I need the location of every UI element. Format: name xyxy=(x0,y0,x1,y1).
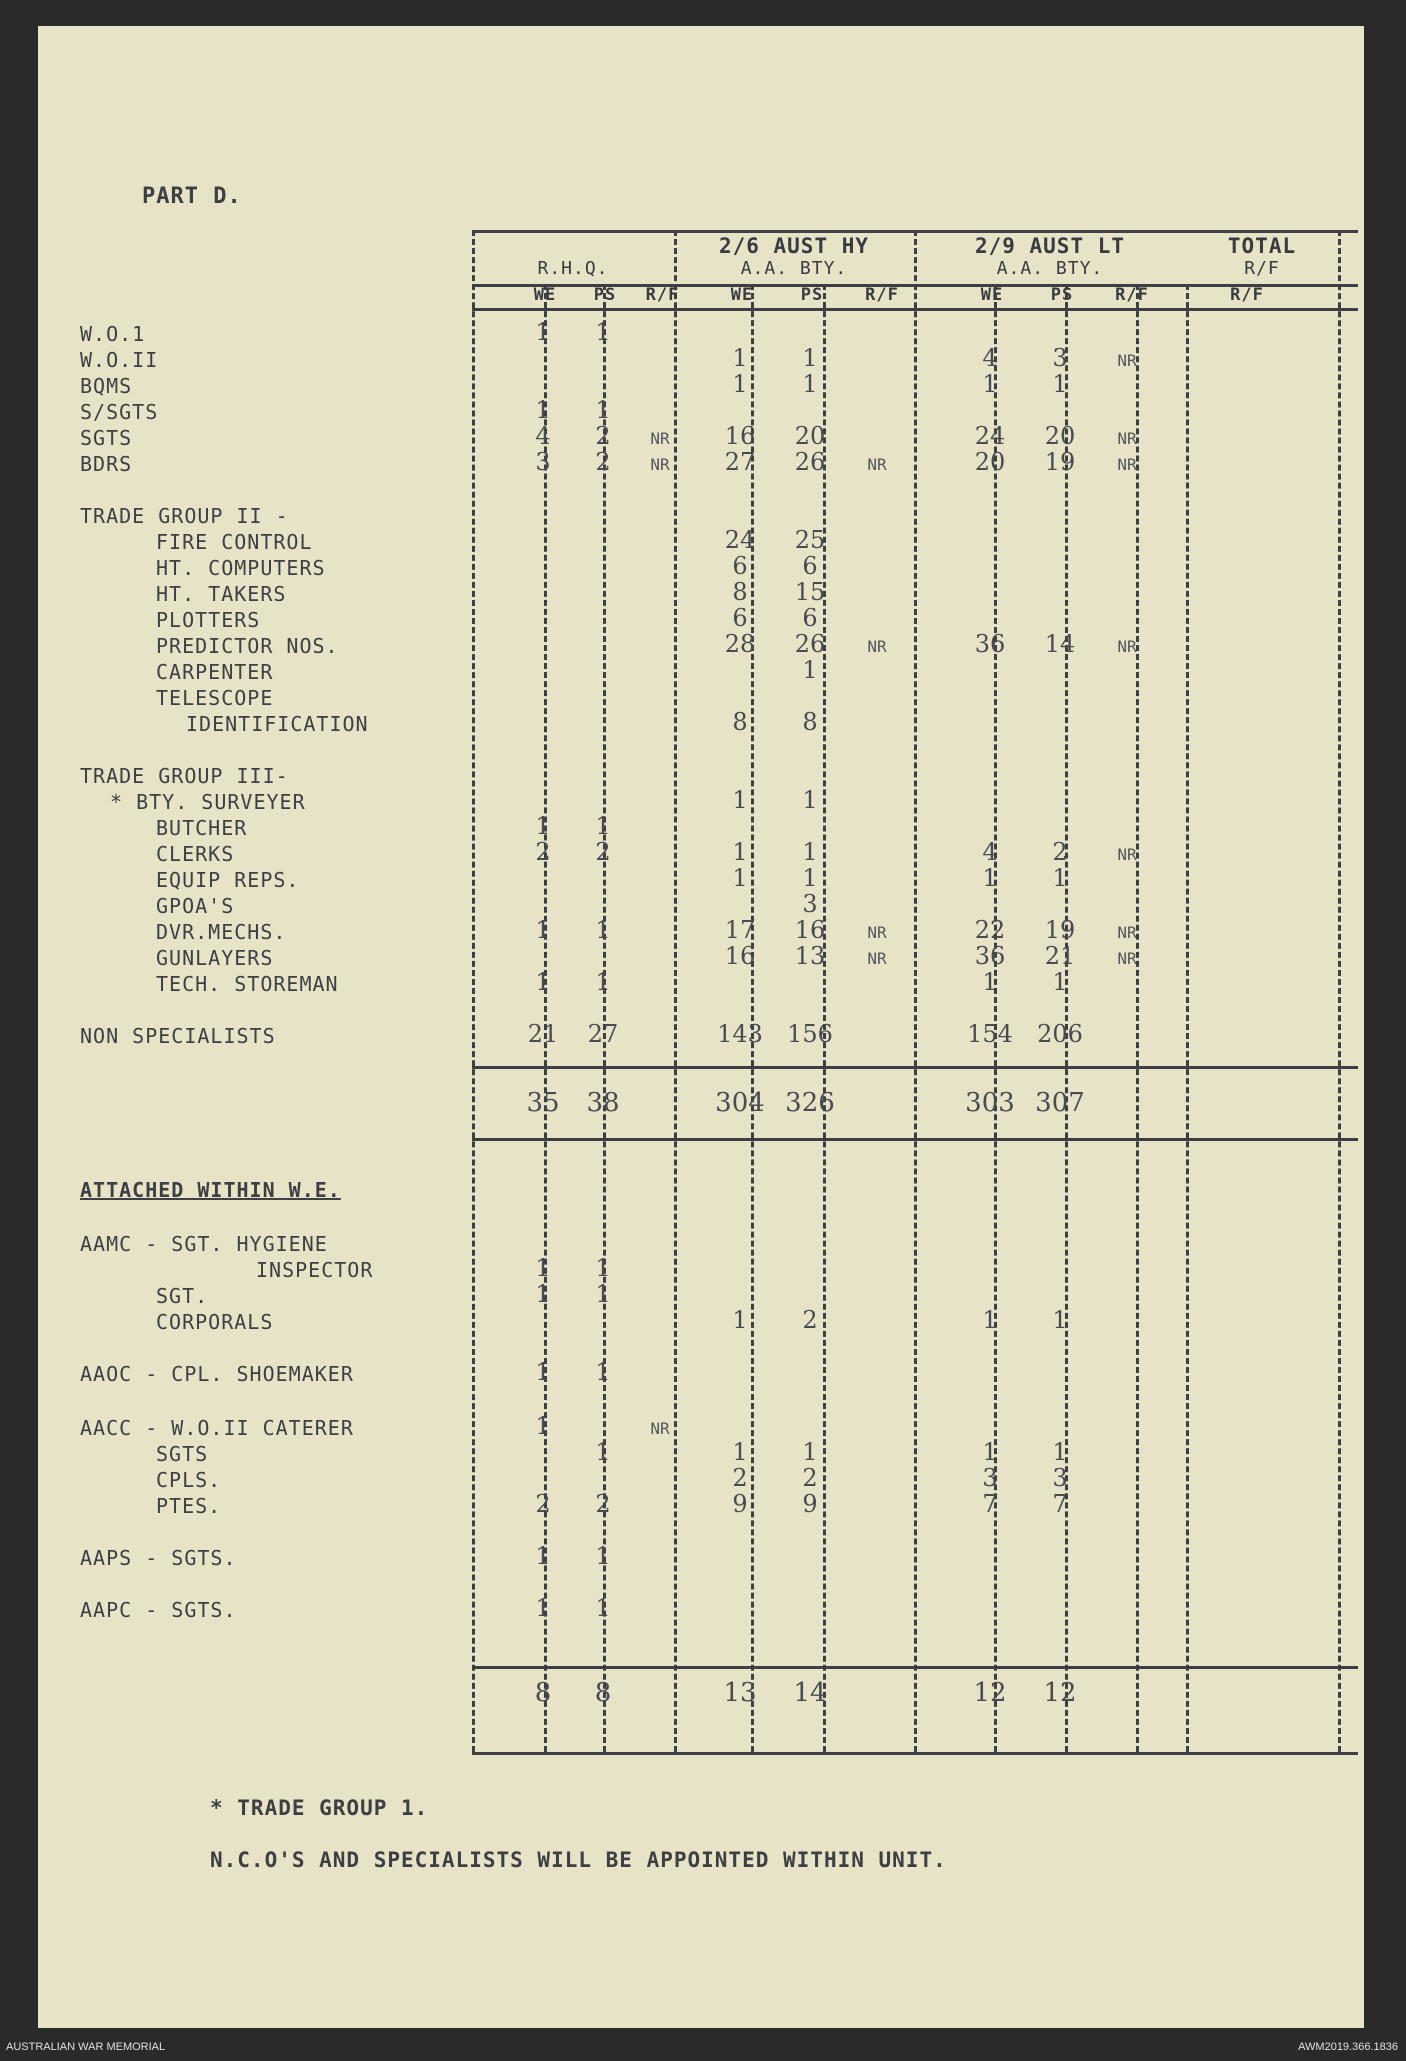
table-row-cell: 22 xyxy=(974,916,1006,944)
grid-vline xyxy=(994,284,997,1752)
column-header: PS xyxy=(800,285,824,305)
attached-row-label: AACC - W.O.II CATERER xyxy=(80,1416,354,1440)
table-row-cell-nr: NR xyxy=(1117,949,1137,968)
table-row-cell: 13 xyxy=(794,942,826,970)
unit-name: R.H.Q. xyxy=(537,258,609,279)
table-row-cell: 4 xyxy=(535,422,551,450)
subtotal2-cell: 12 xyxy=(973,1678,1007,1708)
table-row-cell: 206 xyxy=(1037,1020,1083,1048)
table-row-cell: 1 xyxy=(535,916,551,944)
attached-row-cell: 1 xyxy=(595,1358,611,1386)
table-row-cell: 21 xyxy=(1044,942,1076,970)
table-row-label: NON SPECIALISTS xyxy=(80,1024,276,1048)
table-row-label: W.O.II xyxy=(80,348,159,372)
table-row-label: IDENTIFICATION xyxy=(186,712,369,736)
attached-row-cell: 1 xyxy=(595,1542,611,1570)
attached-row-cell: 1 xyxy=(535,1412,551,1440)
table-row-cell-nr: NR xyxy=(1117,923,1137,942)
table-row-cell: 26 xyxy=(794,630,826,658)
table-row-cell: 6 xyxy=(802,552,818,580)
grid-vline xyxy=(544,284,547,1752)
grid-vline xyxy=(1186,284,1189,1752)
subtotal-cell: 304 xyxy=(715,1088,765,1118)
table-row-label: CLERKS xyxy=(156,842,235,866)
table-row-cell: 1 xyxy=(802,370,818,398)
unit-subname: A.A. BTY. xyxy=(740,258,848,279)
table-row-cell: 2 xyxy=(1052,838,1068,866)
subtotal-cell: 303 xyxy=(965,1088,1015,1118)
attached-row-label: AAMC - SGT. HYGIENE xyxy=(80,1232,328,1256)
table-row-cell: 1 xyxy=(982,864,998,892)
subtotal2-cell: 8 xyxy=(534,1678,552,1708)
table-row-cell: 20 xyxy=(974,448,1006,476)
table-row-cell: 36 xyxy=(974,942,1006,970)
table-row-cell: 1 xyxy=(732,838,748,866)
attached-title: ATTACHED WITHIN W.E. xyxy=(80,1178,341,1202)
table-row-label: PLOTTERS xyxy=(156,608,261,632)
part-title: PART D. xyxy=(142,184,242,209)
attached-row-cell: 1 xyxy=(732,1306,748,1334)
table-row-cell: 6 xyxy=(732,552,748,580)
grid-vline xyxy=(1136,284,1139,1752)
column-header: WE xyxy=(533,285,557,305)
table-row-cell: 1 xyxy=(595,916,611,944)
table-row-cell: 1 xyxy=(982,968,998,996)
column-header: R/F xyxy=(645,285,680,305)
attached-row-cell: 1 xyxy=(982,1438,998,1466)
table-row-label: EQUIP REPS. xyxy=(156,868,300,892)
table-row-label: DVR.MECHS. xyxy=(156,920,287,944)
unit-subname: A.A. BTY. xyxy=(996,258,1104,279)
table-row-cell: 1 xyxy=(595,968,611,996)
unit-name: 2/6 AUST HY xyxy=(718,234,870,258)
table-row-cell: 1 xyxy=(982,370,998,398)
table-row-cell: 3 xyxy=(535,448,551,476)
attached-row-cell: 2 xyxy=(595,1490,611,1518)
table-row-cell: 6 xyxy=(732,604,748,632)
table-row-cell: 1 xyxy=(1052,370,1068,398)
table-row-cell-nr: NR xyxy=(1117,637,1137,656)
note-trade-group: * TRADE GROUP 1. xyxy=(210,1796,429,1820)
attached-row-cell: 2 xyxy=(732,1464,748,1492)
table-row-cell: 24 xyxy=(974,422,1006,450)
table-row-cell: 17 xyxy=(724,916,756,944)
table-row-label: SGTS xyxy=(80,426,133,450)
table-row-cell: 3 xyxy=(802,890,818,918)
unit-name: TOTAL xyxy=(1227,234,1297,258)
table-row-label: CARPENTER xyxy=(156,660,274,684)
table-row-cell: 27 xyxy=(587,1020,619,1048)
table-row-cell-nr: NR xyxy=(1117,455,1137,474)
table-row-label: BUTCHER xyxy=(156,816,248,840)
attached-row-cell: 1 xyxy=(595,1594,611,1622)
table-row-cell: 1 xyxy=(535,396,551,424)
table-row-cell: 1 xyxy=(595,812,611,840)
table-row-label: HT. COMPUTERS xyxy=(156,556,326,580)
table-row-cell: 15 xyxy=(794,578,826,606)
table-row-cell-nr: NR xyxy=(867,923,887,942)
table-row-cell: 26 xyxy=(794,448,826,476)
column-header: R/F xyxy=(865,285,899,305)
attached-row-cell: 2 xyxy=(802,1464,818,1492)
grid-vline xyxy=(751,284,754,1752)
attached-row-cell: 1 xyxy=(732,1438,748,1466)
table-row-cell: 4 xyxy=(982,344,998,372)
note-nco: N.C.O'S AND SPECIALISTS WILL BE APPOINTED WITHIN UNIT. xyxy=(210,1848,947,1872)
attached-row-label: SGTS xyxy=(156,1442,209,1466)
attached-row-cell: 1 xyxy=(535,1542,551,1570)
table-row-label: * BTY. SURVEYER xyxy=(110,790,306,814)
attached-row-cell: 1 xyxy=(595,1254,611,1282)
subtotal-cell: 35 xyxy=(526,1088,560,1118)
table-row-cell: 16 xyxy=(724,422,756,450)
table-row-cell: 25 xyxy=(794,526,826,554)
table-row-cell-nr: NR xyxy=(867,637,887,656)
subtotal2-cell: 8 xyxy=(594,1678,612,1708)
table-row-label: PREDICTOR NOS. xyxy=(156,634,339,658)
table-row-cell: 24 xyxy=(724,526,756,554)
attached-row-label: AAPC - SGTS. xyxy=(80,1598,237,1622)
grid-vline xyxy=(914,230,917,1752)
table-row-label: TECH. STOREMAN xyxy=(156,972,339,996)
table-row-label: FIRE CONTROL xyxy=(156,530,313,554)
table-row-cell: 154 xyxy=(967,1020,1013,1048)
document-page xyxy=(38,26,1364,2028)
attached-row-cell: 9 xyxy=(802,1490,818,1518)
grid-vline xyxy=(823,284,826,1752)
table-row-cell: 28 xyxy=(724,630,756,658)
table-row-cell: 6 xyxy=(802,604,818,632)
table-row-label: GUNLAYERS xyxy=(156,946,274,970)
table-row-label: TELESCOPE xyxy=(156,686,274,710)
table-row-cell: 36 xyxy=(974,630,1006,658)
footer-right: AWM2019.366.1836 xyxy=(1298,2041,1398,2053)
attached-row-cell: 7 xyxy=(982,1490,998,1518)
grid-vline xyxy=(603,284,606,1752)
table-row-cell: 20 xyxy=(794,422,826,450)
grid-hline xyxy=(472,1752,1358,1755)
table-row-label: BQMS xyxy=(80,374,133,398)
attached-row-cell: 2 xyxy=(535,1490,551,1518)
attached-row-cell: 9 xyxy=(732,1490,748,1518)
table-row-cell: 1 xyxy=(535,318,551,346)
unit-subname: R/F xyxy=(1244,258,1280,279)
subtotal-cell: 38 xyxy=(586,1088,620,1118)
table-row-cell: 2 xyxy=(595,838,611,866)
table-row-cell: 1 xyxy=(802,344,818,372)
subtotal-cell: 307 xyxy=(1035,1088,1085,1118)
table-row-label: W.O.1 xyxy=(80,322,146,346)
table-row-cell: 19 xyxy=(1044,448,1076,476)
attached-row-cell: 1 xyxy=(535,1594,551,1622)
attached-row-cell: 1 xyxy=(802,1438,818,1466)
table-row-cell: 1 xyxy=(732,370,748,398)
table-row-cell: 8 xyxy=(732,708,748,736)
table-row-cell: 143 xyxy=(717,1020,763,1048)
table-row-cell-nr: NR xyxy=(650,429,670,448)
attached-row-label: SGT. xyxy=(156,1284,209,1308)
attached-row-cell: 7 xyxy=(1052,1490,1068,1518)
table-row-cell: 20 xyxy=(1044,422,1076,450)
column-header: WE xyxy=(980,285,1004,305)
attached-row-label: AAOC - CPL. SHOEMAKER xyxy=(80,1362,354,1386)
attached-row-label: INSPECTOR xyxy=(256,1258,374,1282)
attached-row-label: AAPS - SGTS. xyxy=(80,1546,237,1570)
attached-row-cell: 2 xyxy=(802,1306,818,1334)
table-row-cell: 2 xyxy=(535,838,551,866)
attached-row-label: CORPORALS xyxy=(156,1310,274,1334)
attached-row-cell: 1 xyxy=(595,1280,611,1308)
footer-left: AUSTRALIAN WAR MEMORIAL xyxy=(6,2041,166,2053)
column-header: WE xyxy=(730,285,754,305)
table-row-cell: 19 xyxy=(1044,916,1076,944)
attached-row-cell: 1 xyxy=(595,1438,611,1466)
table-row-cell-nr: NR xyxy=(1117,351,1137,370)
table-row-label: BDRS xyxy=(80,452,133,476)
table-row-cell: 156 xyxy=(787,1020,833,1048)
subtotal2-cell: 14 xyxy=(793,1678,827,1708)
attached-row-cell: 1 xyxy=(535,1254,551,1282)
table-row-cell: 27 xyxy=(724,448,756,476)
table-row-cell-nr: NR xyxy=(1117,429,1137,448)
table-row-cell: 8 xyxy=(732,578,748,606)
subtotal2-cell: 12 xyxy=(1043,1678,1077,1708)
column-header: R/F xyxy=(1230,285,1264,305)
table-row-cell: 2 xyxy=(595,448,611,476)
table-row-cell: 1 xyxy=(732,344,748,372)
table-row-cell: 1 xyxy=(802,656,818,684)
table-row-cell: 21 xyxy=(527,1020,559,1048)
attached-row-label: PTES. xyxy=(156,1494,222,1518)
table-row-cell: 1 xyxy=(1052,864,1068,892)
attached-row-cell: 1 xyxy=(982,1306,998,1334)
attached-row-cell: 3 xyxy=(982,1464,998,1492)
table-row-cell: 4 xyxy=(982,838,998,866)
column-header: R/F xyxy=(1115,285,1149,305)
table-row-cell-nr: NR xyxy=(867,455,887,474)
table-row-cell: 16 xyxy=(724,942,756,970)
table-row-cell: 1 xyxy=(802,864,818,892)
table-row-cell: 16 xyxy=(794,916,826,944)
subtotal-cell: 326 xyxy=(785,1088,835,1118)
table-row-cell: 1 xyxy=(535,968,551,996)
table-row-label: TRADE GROUP III- xyxy=(80,764,289,788)
table-row-cell: 1 xyxy=(1052,968,1068,996)
table-row-cell: 1 xyxy=(802,786,818,814)
table-row-label: GPOA'S xyxy=(156,894,235,918)
table-row-label: HT. TAKERS xyxy=(156,582,287,606)
grid-vline xyxy=(1065,284,1068,1752)
attached-row-cell-nr: NR xyxy=(650,1419,670,1438)
table-row-cell-nr: NR xyxy=(867,949,887,968)
attached-row-label: CPLS. xyxy=(156,1468,222,1492)
attached-row-cell: 3 xyxy=(1052,1464,1068,1492)
table-row-cell: 3 xyxy=(1052,344,1068,372)
subtotal2-cell: 13 xyxy=(723,1678,757,1708)
grid-vline xyxy=(472,230,475,1752)
table-row-cell: 2 xyxy=(595,422,611,450)
table-row-cell: 1 xyxy=(802,838,818,866)
table-row-cell: 14 xyxy=(1044,630,1076,658)
table-row-label: S/SGTS xyxy=(80,400,159,424)
table-row-cell: 1 xyxy=(595,396,611,424)
table-row-cell: 1 xyxy=(535,812,551,840)
archive-footer xyxy=(0,2028,1406,2061)
attached-row-cell: 1 xyxy=(1052,1306,1068,1334)
table-row-cell-nr: NR xyxy=(1117,845,1137,864)
table-row-cell: 1 xyxy=(732,786,748,814)
unit-name: 2/9 AUST LT xyxy=(974,234,1126,258)
attached-row-cell: 1 xyxy=(535,1280,551,1308)
grid-vline xyxy=(1338,230,1341,1752)
table-row-label: TRADE GROUP II - xyxy=(80,504,289,528)
attached-row-cell: 1 xyxy=(1052,1438,1068,1466)
table-row-cell: 1 xyxy=(595,318,611,346)
column-header: PS xyxy=(593,285,617,305)
column-header: PS xyxy=(1050,285,1074,305)
table-row-cell: 8 xyxy=(802,708,818,736)
attached-row-cell: 1 xyxy=(535,1358,551,1386)
table-row-cell-nr: NR xyxy=(650,455,670,474)
table-row-cell: 1 xyxy=(732,864,748,892)
